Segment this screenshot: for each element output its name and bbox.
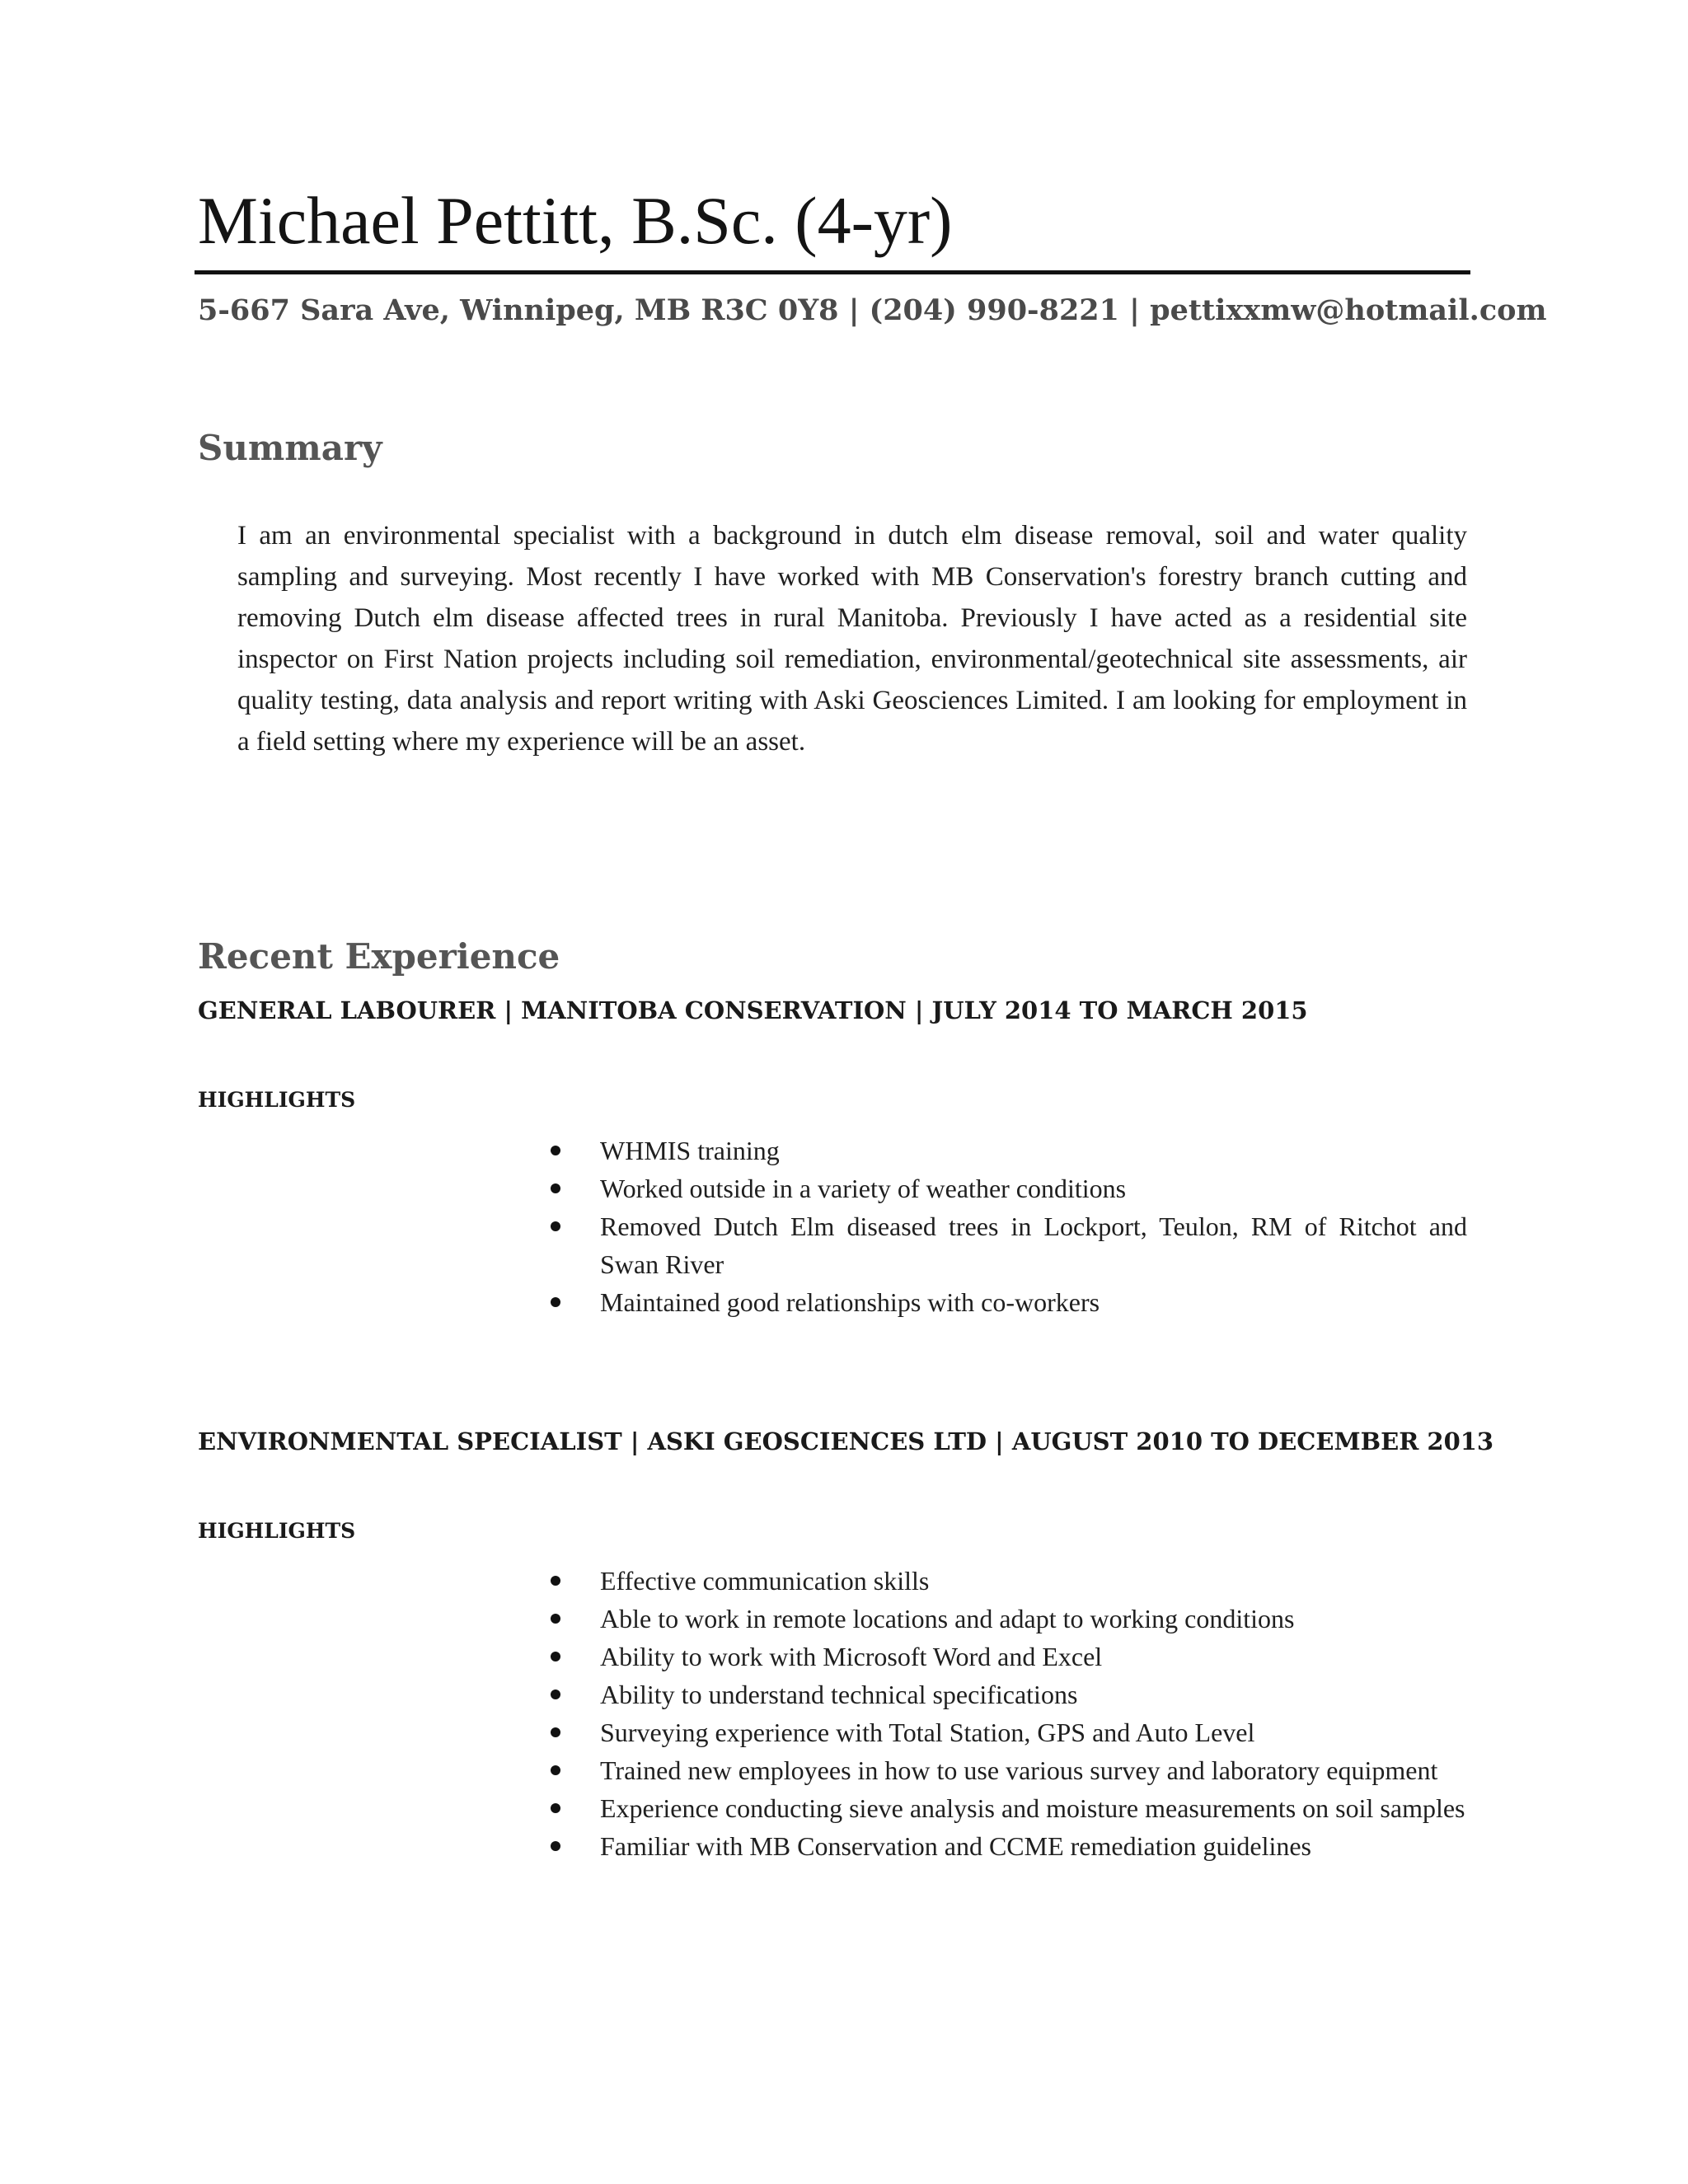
list-item-text: Removed Dutch Elm diseased trees in Lockport, Teulon, RM of Ritchot and Swan River <box>600 1212 1467 1279</box>
list-item <box>551 1562 1467 1600</box>
list-item <box>551 1283 1467 1321</box>
list-item <box>551 1132 1467 1169</box>
list-item-text: Effective communication skills <box>600 1566 930 1596</box>
list-item-text: Surveying experience with Total Station, GPS and Auto Level <box>600 1718 1255 1747</box>
list-item-text: Ability to work with Microsoft Word and Excel <box>600 1642 1103 1671</box>
list-item <box>551 1638 1467 1675</box>
list-item-text: Familiar with MB Conservation and CCME remediation guidelines <box>600 1831 1311 1861</box>
summary-paragraph: I am an environmental specialist with a background in dutch elm disease removal, soil and water quality sampling and surveying. Most recently I have worked with MB Conservation's forestry branch cutting and removing Dutch elm disease affected trees in rural Manitoba. Previously I have acted as a residential site inspector on First Nation projects including soil remediation, environmental/geotechnical site assessments, air quality testing, data analysis and report writing with Aski Geosciences Limited. I am looking for employment in a field setting where my experience will be an asset. <box>237 521 1467 757</box>
highlights-label: HIGHLIGHTS <box>198 1088 356 1112</box>
list-item-text: Ability to understand technical specifications <box>600 1680 1078 1709</box>
header-divider <box>195 270 1470 274</box>
list-item <box>551 1789 1467 1827</box>
bullet-icon <box>551 1146 560 1155</box>
candidate-name: Michael Pettitt, B.Sc. (4-yr) <box>198 183 953 258</box>
bullet-icon <box>551 1183 560 1193</box>
list-item <box>551 1600 1467 1638</box>
list-item-text: Experience conducting sieve analysis and moisture measurements on soil samples <box>600 1793 1465 1823</box>
bullet-icon <box>551 1841 560 1851</box>
highlights-list <box>551 1562 1467 1865</box>
bullet-icon <box>551 1803 560 1813</box>
bullet-icon <box>551 1690 560 1699</box>
list-item-text: WHMIS training <box>600 1136 780 1165</box>
job-title: ENVIRONMENTAL SPECIALIST | ASKI GEOSCIENCES LTD | AUGUST 2010 TO DECEMBER 2013 <box>198 1427 1494 1455</box>
highlights-list <box>551 1132 1467 1321</box>
list-item <box>551 1207 1467 1283</box>
list-item <box>551 1169 1467 1207</box>
bullet-icon <box>551 1576 560 1586</box>
list-item <box>551 1675 1467 1713</box>
bullet-icon <box>551 1727 560 1737</box>
summary-heading: Summary <box>198 428 382 468</box>
highlights-label: HIGHLIGHTS <box>198 1519 356 1543</box>
bullet-icon <box>551 1765 560 1775</box>
bullet-icon <box>551 1297 560 1307</box>
list-item <box>551 1713 1467 1751</box>
list-item-text: Maintained good relationships with co-workers <box>600 1287 1100 1317</box>
list-item-text: Able to work in remote locations and adapt to working conditions <box>600 1604 1295 1633</box>
bullet-icon <box>551 1614 560 1624</box>
list-item <box>551 1827 1467 1865</box>
bullet-icon <box>551 1652 560 1661</box>
job-title: GENERAL LABOURER | MANITOBA CONSERVATION | JULY 2014 TO MARCH 2015 <box>198 996 1308 1024</box>
list-item <box>551 1751 1467 1789</box>
bullet-icon <box>551 1221 560 1231</box>
contact-line: 5-667 Sara Ave, Winnipeg, MB R3C 0Y8 | (204) 990-8221 | pettixxmw@hotmail.com <box>198 293 1547 327</box>
list-item-text: Trained new employees in how to use various survey and laboratory equipment <box>600 1755 1438 1785</box>
list-item-text: Worked outside in a variety of weather conditions <box>600 1174 1127 1203</box>
experience-heading: Recent Experience <box>198 936 560 977</box>
